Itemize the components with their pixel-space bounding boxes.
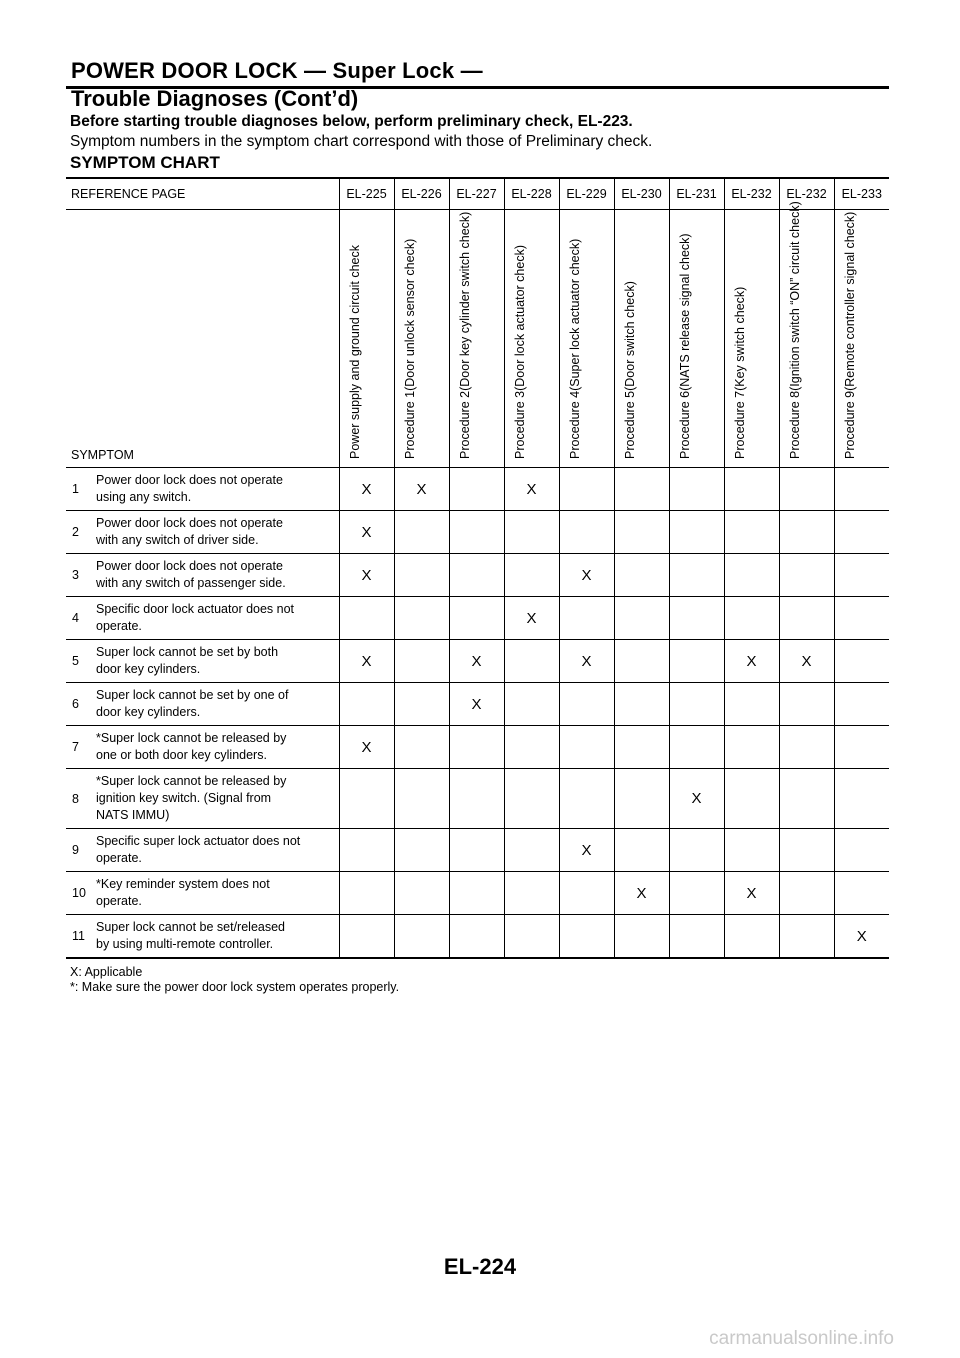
applicable-mark	[449, 829, 504, 872]
symptom-number: 6	[66, 683, 96, 726]
symptom-description	[96, 554, 339, 597]
applicable-mark	[834, 468, 889, 511]
procedure-name: Procedure 9	[842, 390, 857, 459]
symptom-description-line: *Key reminder system does not	[96, 877, 270, 891]
procedure-header-text	[678, 223, 693, 459]
applicable-mark	[394, 915, 449, 959]
procedure-header-text	[787, 201, 803, 459]
applicable-mark	[614, 554, 669, 597]
applicable-mark	[559, 468, 614, 511]
applicable-mark	[449, 597, 504, 640]
reference-page-label: REFERENCE PAGE	[66, 179, 339, 210]
procedure-header	[779, 201, 834, 468]
applicable-mark	[779, 769, 834, 829]
applicable-mark	[394, 683, 449, 726]
applicable-mark	[394, 597, 449, 640]
symptom-number: 1	[66, 468, 96, 511]
applicable-mark	[394, 511, 449, 554]
applicable-mark	[504, 683, 559, 726]
applicable-mark	[779, 554, 834, 597]
procedure-header-text	[623, 223, 638, 459]
applicable-mark	[779, 511, 834, 554]
applicable-mark	[724, 829, 779, 872]
procedure-name: Power supply and ground circuit check	[347, 244, 362, 459]
applicable-mark: X	[724, 872, 779, 915]
applicable-mark	[559, 769, 614, 829]
applicable-mark	[339, 829, 394, 872]
applicable-mark	[724, 511, 779, 554]
procedure-description: (Key switch check)	[732, 286, 747, 391]
symptom-description-line: NATS IMMU)	[96, 808, 170, 822]
procedure-name: Procedure 5	[622, 390, 637, 459]
applicable-mark	[504, 726, 559, 769]
applicable-mark	[669, 640, 724, 683]
symptom-description-line: *Super lock cannot be released by	[96, 731, 287, 745]
applicable-mark	[394, 726, 449, 769]
applicable-mark	[449, 511, 504, 554]
reference-page-cell: EL-228	[504, 179, 559, 210]
procedure-description: (Door key cylinder switch check)	[457, 211, 472, 391]
procedure-description: (NATS release signal check)	[677, 233, 692, 391]
reference-page-cell: EL-233	[834, 179, 889, 210]
applicable-mark	[779, 726, 834, 769]
applicable-mark	[559, 683, 614, 726]
procedure-description: (Door unlock sensor check)	[402, 238, 417, 391]
applicable-mark: X	[504, 597, 559, 640]
symptom-description-line: Super lock cannot be set by both	[96, 645, 279, 659]
page-header-title: POWER DOOR LOCK — Super Lock —	[71, 58, 483, 83]
applicable-mark	[559, 597, 614, 640]
applicable-mark	[449, 554, 504, 597]
applicable-mark	[724, 769, 779, 829]
reference-page-cell: EL-232	[724, 179, 779, 210]
symptom-description-line: operate.	[96, 851, 142, 865]
symptom-description-line: one or both door key cylinders.	[96, 748, 267, 762]
applicable-mark	[394, 554, 449, 597]
symptom-description-line: Power door lock does not operate	[96, 559, 283, 573]
procedure-name: Procedure 2	[457, 390, 472, 459]
procedure-header	[504, 210, 559, 468]
procedure-name: Procedure 6	[677, 390, 692, 459]
applicable-mark	[779, 915, 834, 959]
applicable-mark	[394, 829, 449, 872]
reference-page-cell: EL-230	[614, 179, 669, 210]
applicable-mark	[614, 769, 669, 829]
section-title: SYMPTOM CHART	[70, 153, 220, 172]
applicable-mark	[669, 597, 724, 640]
symptom-description	[96, 915, 339, 959]
reference-page-cell: EL-231	[669, 179, 724, 210]
symptom-description	[96, 726, 339, 769]
applicable-mark: X	[724, 640, 779, 683]
symptom-description-line: door key cylinders.	[96, 662, 201, 676]
symptom-description-line: with any switch of passenger side.	[96, 576, 286, 590]
applicable-mark: X	[339, 511, 394, 554]
applicable-mark	[724, 468, 779, 511]
procedure-header	[614, 210, 669, 468]
symptom-number: 3	[66, 554, 96, 597]
table-row	[66, 683, 889, 726]
procedure-header	[559, 210, 614, 468]
applicable-mark	[504, 915, 559, 959]
applicable-mark	[339, 872, 394, 915]
applicable-mark: X	[559, 554, 614, 597]
procedure-header-text	[733, 223, 748, 459]
symptom-description-line: using any switch.	[96, 490, 192, 504]
symptom-description-line: Super lock cannot be set by one of	[96, 688, 289, 702]
applicable-mark	[504, 872, 559, 915]
applicable-mark: X	[394, 468, 449, 511]
symptom-description-line: door key cylinders.	[96, 705, 201, 719]
applicable-mark	[449, 769, 504, 829]
applicable-mark	[724, 597, 779, 640]
applicable-mark	[614, 683, 669, 726]
applicable-mark	[394, 769, 449, 829]
applicable-mark: X	[779, 640, 834, 683]
intro-instruction: Before starting trouble diagnoses below, perform preliminary check, EL-223.	[70, 113, 633, 130]
applicable-mark	[834, 726, 889, 769]
table-row	[66, 726, 889, 769]
procedure-description: (Door switch check)	[622, 281, 637, 391]
procedure-header-text	[348, 223, 363, 459]
procedure-name: Procedure 3	[512, 390, 527, 459]
reference-page-cell: EL-225	[339, 179, 394, 210]
applicable-mark	[614, 726, 669, 769]
note-asterisk: *: Make sure the power door lock system operates properly.	[70, 980, 400, 994]
applicable-mark	[779, 829, 834, 872]
applicable-mark: X	[339, 640, 394, 683]
reference-page-cell: EL-226	[394, 179, 449, 210]
table-row	[66, 511, 889, 554]
applicable-mark	[504, 554, 559, 597]
applicable-mark	[614, 597, 669, 640]
applicable-mark	[834, 640, 889, 683]
applicable-mark	[449, 872, 504, 915]
applicable-mark	[724, 915, 779, 959]
applicable-mark	[779, 683, 834, 726]
applicable-mark	[614, 640, 669, 683]
reference-page-cell: EL-229	[559, 179, 614, 210]
applicable-mark	[339, 769, 394, 829]
applicable-mark	[834, 872, 889, 915]
table-row	[66, 640, 889, 683]
table-row	[66, 554, 889, 597]
page-header-subtitle: Trouble Diagnoses (Cont’d)	[71, 86, 359, 111]
symptom-description	[96, 872, 339, 915]
applicable-mark: X	[669, 769, 724, 829]
applicable-mark	[834, 554, 889, 597]
applicable-mark: X	[449, 683, 504, 726]
symptom-number: 10	[66, 872, 96, 915]
symptom-number: 2	[66, 511, 96, 554]
applicable-mark	[559, 915, 614, 959]
page-number: EL-224	[443, 1254, 517, 1279]
symptom-description-line: Power door lock does not operate	[96, 516, 283, 530]
symptom-number: 5	[66, 640, 96, 683]
symptom-number: 8	[66, 769, 96, 829]
procedure-description: (Remote controller signal check)	[842, 211, 857, 391]
intro-note: Symptom numbers in the symptom chart correspond with those of Preliminary check.	[70, 133, 653, 150]
applicable-mark	[614, 829, 669, 872]
applicable-mark	[669, 511, 724, 554]
procedure-header-text	[568, 223, 583, 459]
reference-page-cell: EL-232	[779, 179, 834, 210]
watermark: carmanualsonline.info	[709, 1328, 894, 1349]
symptom-label: SYMPTOM	[66, 210, 339, 468]
table-row	[66, 872, 889, 915]
symptom-description-line: operate.	[96, 894, 142, 908]
procedure-header	[834, 210, 889, 468]
table-row	[66, 597, 889, 640]
applicable-mark: X	[339, 468, 394, 511]
symptom-chart	[66, 177, 889, 959]
applicable-mark: X	[339, 554, 394, 597]
applicable-mark	[394, 640, 449, 683]
table-row	[66, 468, 889, 511]
applicable-mark	[669, 872, 724, 915]
applicable-mark	[614, 915, 669, 959]
applicable-mark	[339, 597, 394, 640]
applicable-mark	[834, 829, 889, 872]
applicable-mark: X	[339, 726, 394, 769]
applicable-mark	[669, 683, 724, 726]
symptom-description-line: Super lock cannot be set/released	[96, 920, 286, 934]
procedure-name: Procedure 8	[787, 390, 802, 459]
symptom-description-line: operate.	[96, 619, 142, 633]
applicable-mark	[614, 468, 669, 511]
procedure-header	[449, 210, 504, 468]
symptom-description	[96, 597, 339, 640]
applicable-mark	[724, 683, 779, 726]
applicable-mark: X	[504, 468, 559, 511]
applicable-mark	[669, 468, 724, 511]
symptom-number: 7	[66, 726, 96, 769]
applicable-mark	[834, 683, 889, 726]
applicable-mark	[779, 597, 834, 640]
applicable-mark	[559, 511, 614, 554]
applicable-mark: X	[559, 640, 614, 683]
applicable-mark: X	[834, 915, 889, 959]
symptom-number: 9	[66, 829, 96, 872]
note-applicable: X: Applicable	[70, 965, 143, 979]
applicable-mark	[504, 829, 559, 872]
symptom-description	[96, 640, 339, 683]
applicable-mark	[449, 468, 504, 511]
symptom-description	[96, 769, 339, 829]
applicable-mark	[504, 511, 559, 554]
applicable-mark	[834, 769, 889, 829]
applicable-mark	[559, 726, 614, 769]
procedure-header-text	[457, 211, 473, 459]
chart-notes	[70, 965, 399, 995]
applicable-mark	[834, 511, 889, 554]
symptom-description-line: Power door lock does not operate	[96, 473, 283, 487]
symptom-description-line: Specific super lock actuator does not	[96, 834, 301, 848]
procedure-header-text	[513, 223, 528, 459]
applicable-mark	[669, 915, 724, 959]
applicable-mark: X	[449, 640, 504, 683]
symptom-number: 4	[66, 597, 96, 640]
symptom-description-line: by using multi-remote controller.	[96, 937, 274, 951]
symptom-description	[96, 468, 339, 511]
procedure-header-text	[403, 223, 418, 459]
applicable-mark	[339, 915, 394, 959]
table-row	[66, 915, 889, 959]
reference-page-cell: EL-227	[449, 179, 504, 210]
procedure-header	[669, 210, 724, 468]
applicable-mark	[669, 554, 724, 597]
procedure-header	[724, 210, 779, 468]
symptom-number: 11	[66, 915, 96, 959]
procedure-name: Procedure 4	[567, 390, 582, 459]
procedure-header-text	[842, 211, 858, 459]
applicable-mark: X	[614, 872, 669, 915]
applicable-mark	[614, 511, 669, 554]
applicable-mark	[724, 554, 779, 597]
applicable-mark: X	[559, 829, 614, 872]
procedure-header	[394, 210, 449, 468]
applicable-mark	[449, 726, 504, 769]
procedure-header	[339, 210, 394, 468]
applicable-mark	[724, 726, 779, 769]
symptom-description	[96, 511, 339, 554]
applicable-mark	[504, 640, 559, 683]
applicable-mark	[559, 872, 614, 915]
symptom-description-line: with any switch of driver side.	[96, 533, 259, 547]
symptom-description	[96, 683, 339, 726]
procedure-description: (Ignition switch “ON” circuit check)	[787, 201, 802, 391]
applicable-mark	[339, 683, 394, 726]
applicable-mark	[669, 726, 724, 769]
symptom-description-line: ignition key switch. (Signal from	[96, 791, 272, 805]
applicable-mark	[449, 915, 504, 959]
procedure-description: (Super lock actuator check)	[567, 238, 582, 391]
procedure-name: Procedure 7	[732, 390, 747, 459]
symptom-description	[96, 829, 339, 872]
procedure-description: (Door lock actuator check)	[512, 245, 527, 391]
symptom-description-line: *Super lock cannot be released by	[96, 774, 287, 788]
table-row	[66, 769, 889, 829]
symptom-description-line: Specific door lock actuator does not	[96, 602, 295, 616]
procedure-name: Procedure 1	[402, 390, 417, 459]
applicable-mark	[779, 872, 834, 915]
applicable-mark	[834, 597, 889, 640]
table-row	[66, 829, 889, 872]
applicable-mark	[504, 769, 559, 829]
applicable-mark	[779, 468, 834, 511]
applicable-mark	[669, 829, 724, 872]
applicable-mark	[394, 872, 449, 915]
